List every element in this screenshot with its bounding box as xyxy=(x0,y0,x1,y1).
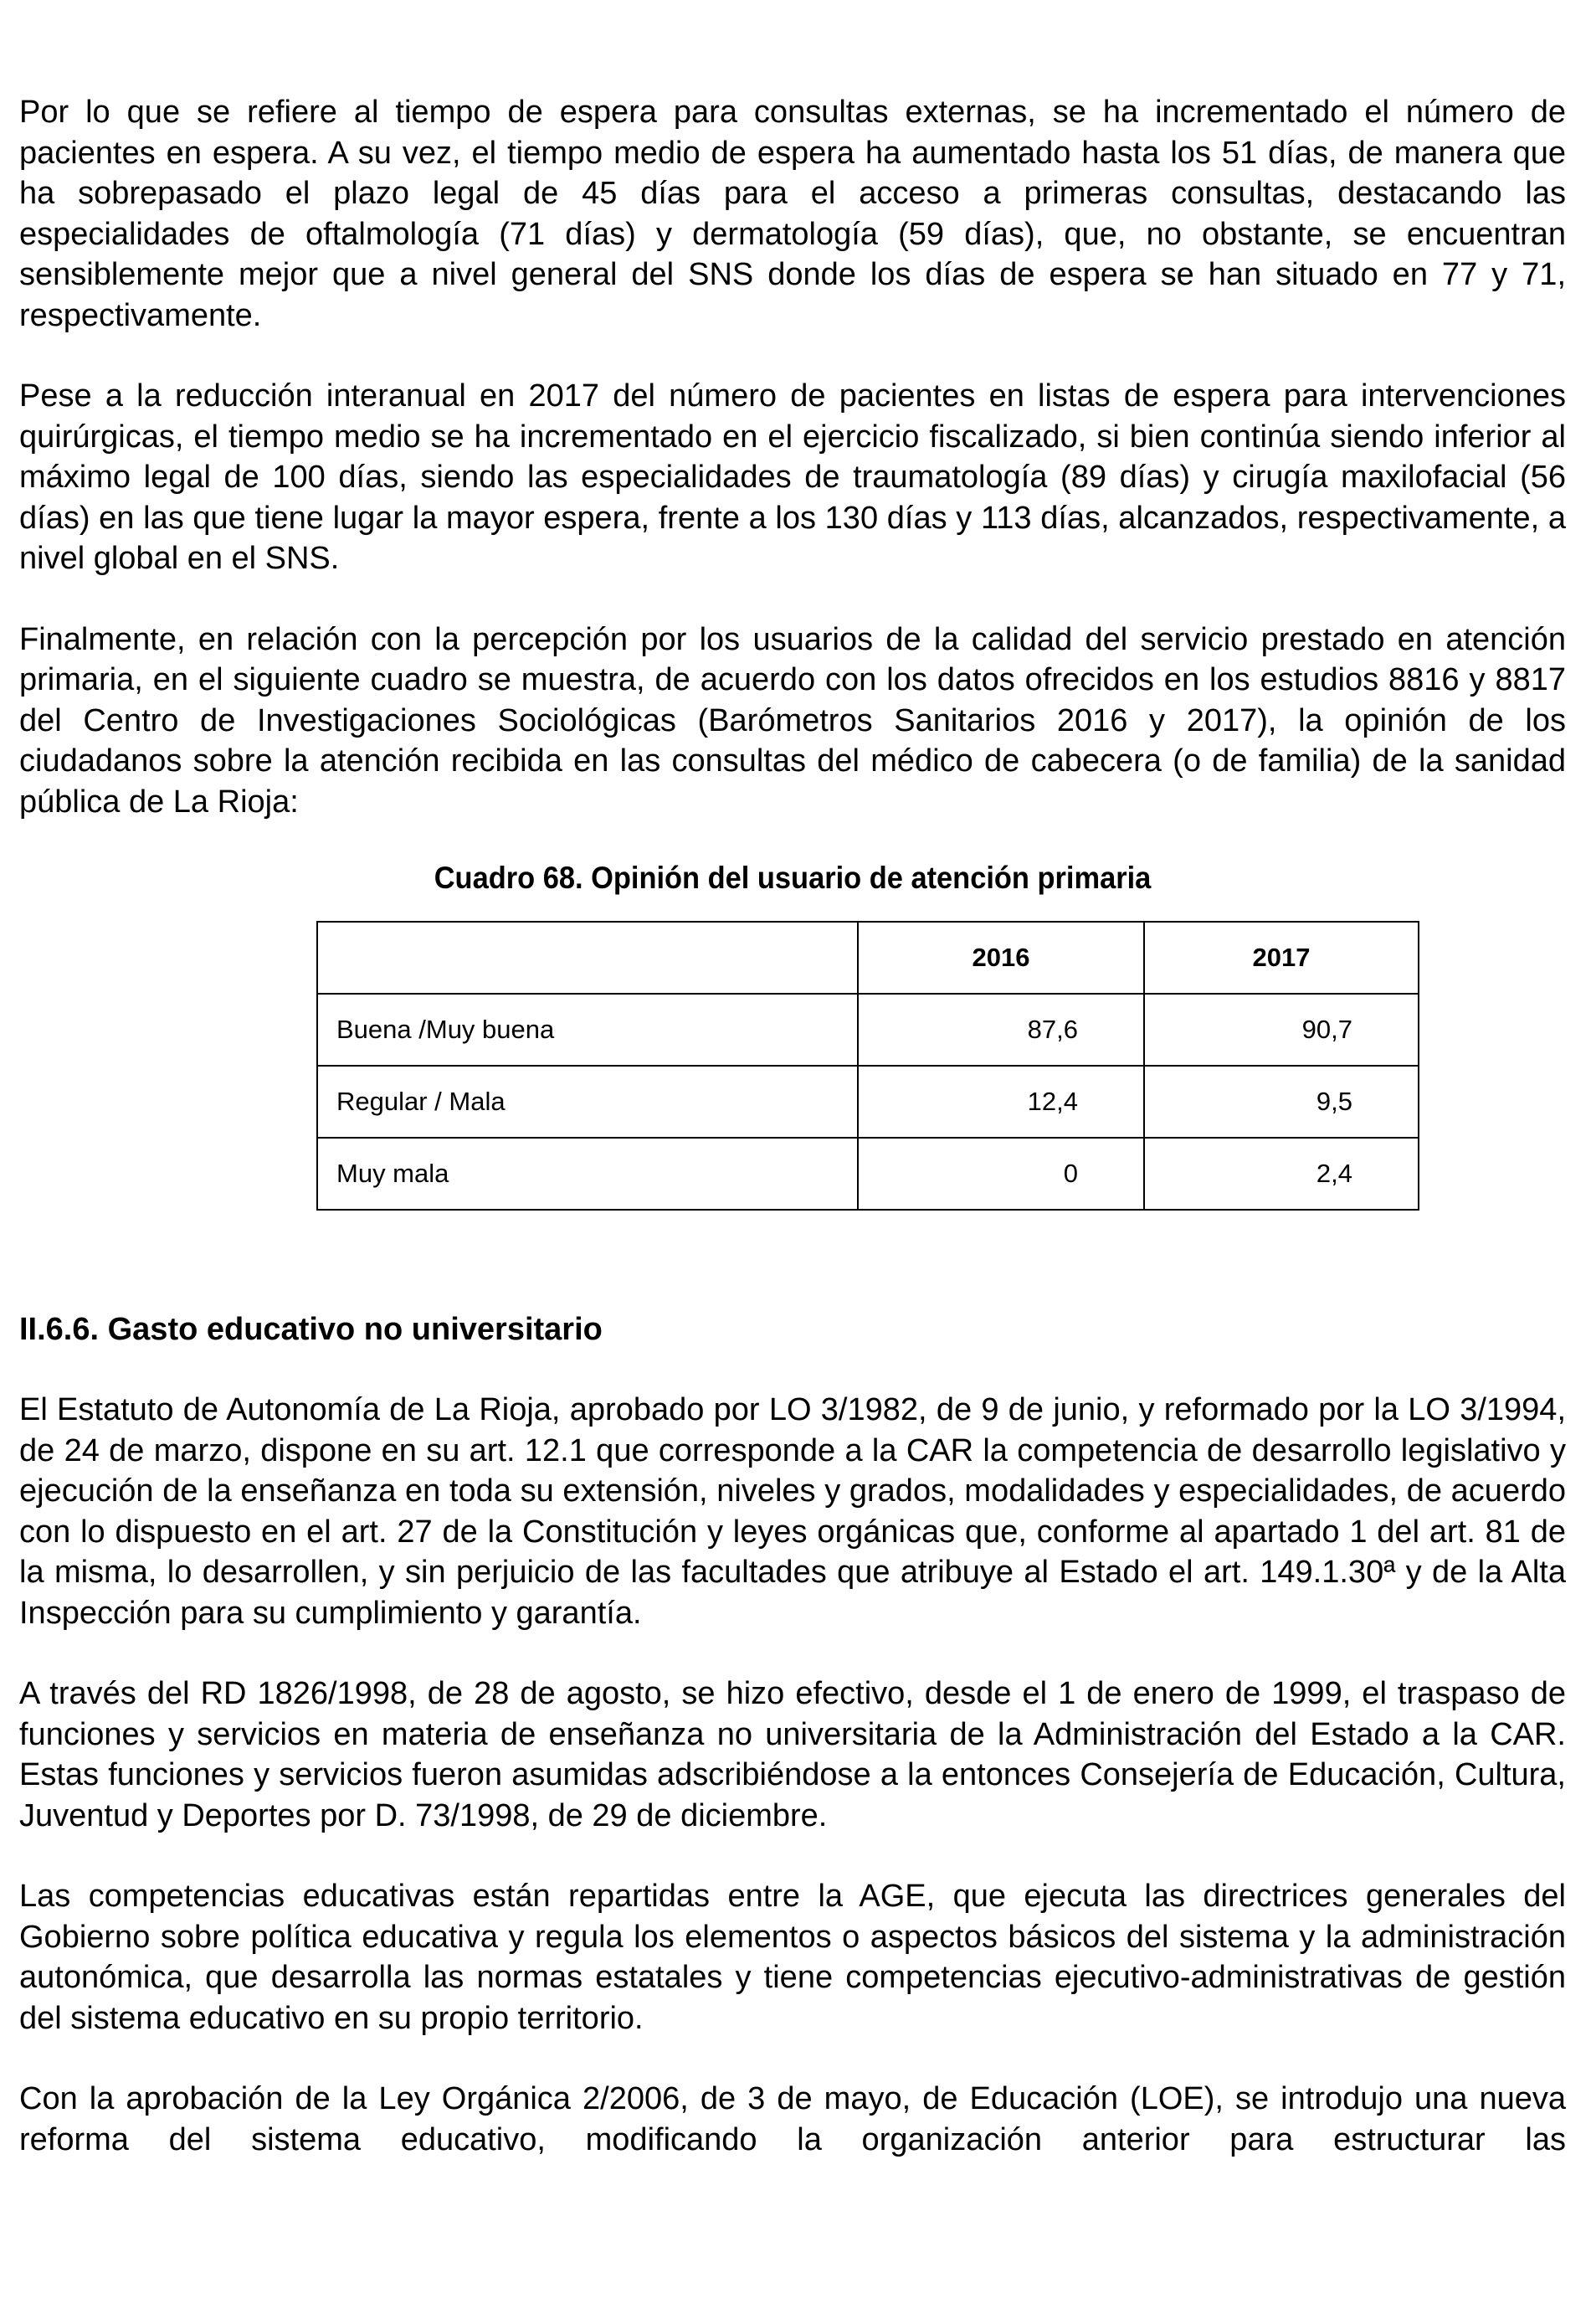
cell-2016: 0 xyxy=(858,1138,1144,1210)
paragraph-intervenciones-quirurgicas: Pese a la reducción interanual en 2017 del número de pacientes en listas de espera para intervenciones quirúrgicas, el tiempo medio se ha incrementado en el ejercicio fiscalizado, si bien continúa siendo inferior al máximo legal de 100 días, siendo las especialidades de traumatología (89 días) y cirugía maxilofacial (56 días) en las que tiene lugar la mayor espera, frente a los 130 días y 113 días, alcanzados, respectivamente, a nivel global en el SNS. xyxy=(19,378,1566,576)
table-header-empty xyxy=(317,922,858,994)
paragraph-loe: Con la aprobación de la Ley Orgánica 2/2006, de 3 de mayo, de Educación (LOE), se introdujo una nueva reforma del sistema educativo, modificando la organización anterior para estructurar las xyxy=(19,2081,1566,2157)
table-row xyxy=(317,1066,1419,1138)
cell-2017: 2,4 xyxy=(1144,1138,1419,1210)
table-row xyxy=(317,994,1419,1066)
table-header-2017: 2017 xyxy=(1144,922,1419,994)
cell-2017: 90,7 xyxy=(1144,994,1419,1066)
paragraph-traspaso-funciones: A través del RD 1826/1998, de 28 de agosto, se hizo efectivo, desde el 1 de enero de 1999, el traspaso de funciones y servicios en materia de enseñanza no universitaria de la Administración del Estado a la CAR. Estas funciones y servicios fueron asumidas adscribiéndose a la entonces Consejería de Educación, Cultura, Juventud y Deportes por D. 73/1998, de 29 de diciembre. xyxy=(19,1676,1566,1833)
table-header-row xyxy=(317,922,1419,994)
paragraph-estatuto-autonomia: El Estatuto de Autonomía de La Rioja, aprobado por LO 3/1982, de 9 de junio, y reformado por la LO 3/1994, de 24 de marzo, dispone en su art. 12.1 que corresponde a la CAR la competencia de desarrollo legislativo y ejecución de la enseñanza en toda su extensión, niveles y grados, modalidades y especialidades, de acuerdo con lo dispuesto en el art. 27 de la Constitución y leyes orgánicas que, conforme al apartado 1 del art. 81 de la misma, lo desarrollen, y sin perjuicio de las facultades que atribuye al Estado el art. 149.1.30ª y de la Alta Inspección para su cumplimiento y garantía. xyxy=(19,1392,1566,1631)
table-row xyxy=(317,1138,1419,1210)
paragraph-percepcion-usuarios: Finalmente, en relación con la percepción por los usuarios de la calidad del servicio prestado en atención primaria, en el siguiente cuadro se muestra, de acuerdo con los datos ofrecidos en los estudios 8816 y 8817 del Centro de Investigaciones Sociológicas (Barómetros Sanitarios 2016 y 2017), la opinión de los ciudadanos sobre la atención recibida en las consultas del médico de cabecera (o de familia) de la sanidad pública de La Rioja: xyxy=(19,621,1566,820)
table-caption: Cuadro 68. Opinión del usuario de atención primaria xyxy=(434,861,1152,895)
section-title: II.6.6. Gasto educativo no universitario xyxy=(19,1312,603,1347)
document-page xyxy=(19,92,1566,2200)
cell-2017: 9,5 xyxy=(1144,1066,1419,1138)
cell-2016: 12,4 xyxy=(858,1066,1144,1138)
row-label: Muy mala xyxy=(317,1138,858,1210)
paragraph-competencias-educativas: Las competencias educativas están repartidas entre la AGE, que ejecuta las directrices generales del Gobierno sobre política educativa y regula los elementos o aspectos básicos del sistema y la administración autonómica, que desarrolla las normas estatales y tiene competencias ejecutivo-administrativas de gestión del sistema educativo en su propio territorio. xyxy=(19,1879,1566,2036)
opinion-table xyxy=(316,921,1419,1211)
table-header-2016: 2016 xyxy=(858,922,1144,994)
paragraph-consultas-externas: Por lo que se refiere al tiempo de espera para consultas externas, se ha incrementado el número de pacientes en espera. A su vez, el tiempo medio de espera ha aumentado hasta los 51 días, de manera que ha sobrepasado el plazo legal de 45 días para el acceso a primeras consultas, destacando las especialidades de oftalmología (71 días) y dermatología (59 días), que, no obstante, se encuentran sensiblemente mejor que a nivel general del SNS donde los días de espera se han situado en 77 y 71, respectivamente. xyxy=(19,95,1566,333)
row-label: Buena /Muy buena xyxy=(317,994,858,1066)
row-label: Regular / Mala xyxy=(317,1066,858,1138)
cell-2016: 87,6 xyxy=(858,994,1144,1066)
